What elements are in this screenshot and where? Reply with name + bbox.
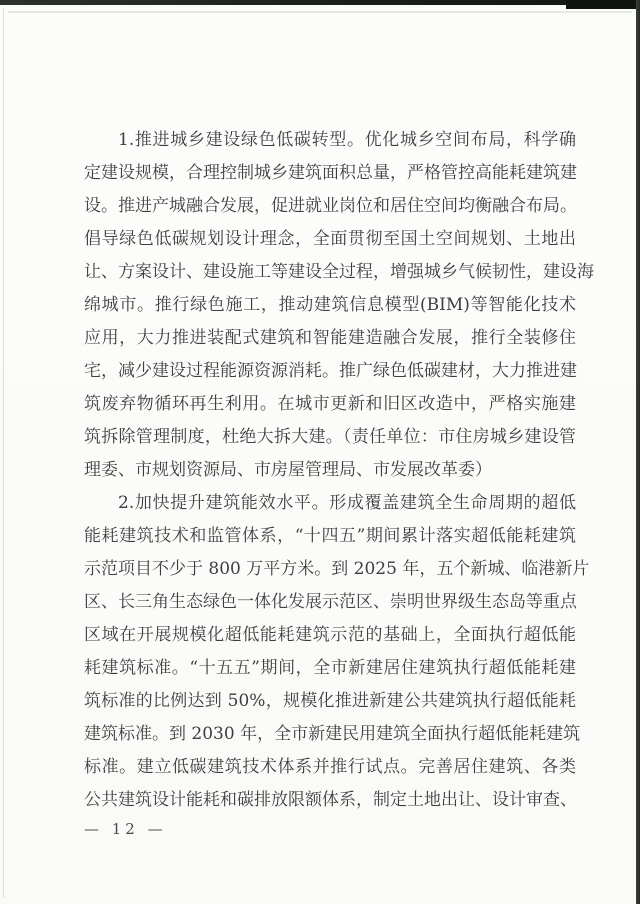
text-line: 示范项目不少于 800 万平方米。到 2025 年，五个新城、临港新片 <box>84 559 590 579</box>
text-line: 耗建筑标准。“十五五”期间，全市新建居住建筑执行超低能耗建 <box>84 658 576 678</box>
scan-top-right-corner-artifact <box>566 0 640 9</box>
document-body <box>84 124 594 817</box>
text-line: 2.加快提升建筑能效水平。形成覆盖建筑全生命周期的超低 <box>118 493 576 513</box>
text-line: 公共建筑设计能耗和碳排放限额体系，制定土地出让、设计审查、 <box>84 790 577 810</box>
text-line: 筑拆除管理制度，杜绝大拆大建。（责任单位：市住房城乡建设管 <box>84 427 576 447</box>
text-line: 标准。建立低碳建筑技术体系并推行试点。完善居住建筑、各类 <box>84 757 576 777</box>
text-line: 宅，减少建设过程能源资源消耗。推广绿色低碳建材，大力推进建 <box>84 361 577 381</box>
page-number: — 12 — <box>84 820 167 838</box>
text-line: 设。推进产城融合发展，促进就业岗位和居住空间均衡融合布局。 <box>84 196 577 216</box>
text-line: 理委、市规划资源局、市房屋管理局、市发展改革委） <box>84 460 492 480</box>
text-line: 区域在开展规模化超低能耗建筑示范的基础上，全面执行超低能 <box>84 625 576 645</box>
text-line: 区、长三角生态绿色一体化发展示范区、崇明世界级生态岛等重点 <box>84 592 577 612</box>
scan-faint-line-artifact <box>8 11 632 13</box>
text-line: 倡导绿色低碳规划设计理念，全面贯彻至国土空间规划、土地出 <box>84 229 576 249</box>
text-line: 绵城市。推行绿色施工，推动建筑信息模型(BIM)等智能化技术 <box>84 295 576 315</box>
text-line: 1.推进城乡建设绿色低碳转型。优化城乡空间布局，科学确 <box>118 130 576 150</box>
text-line: 定建设规模，合理控制城乡建筑面积总量，严格管控高能耗建筑建 <box>84 163 577 183</box>
text-line: 筑废弃物循环再生利用。在城市更新和旧区改造中，严格实施建 <box>84 394 576 414</box>
text-line: 能耗建筑技术和监管体系，“十四五”期间累计落实超低能耗建筑 <box>84 526 576 546</box>
scan-right-edge-artifact <box>636 0 640 904</box>
text-line: 应用，大力推进装配式建筑和智能建造融合发展，推行全装修住 <box>84 328 576 348</box>
scan-top-edge-artifact <box>0 0 640 5</box>
text-line: 筑标准的比例达到 50%，规模化推进新建公共建筑执行超低能耗 <box>84 691 576 711</box>
text-line: 建筑标准。到 2030 年，全市新建民用建筑全面执行超低能耗建筑 <box>84 724 581 744</box>
scan-left-edge-artifact <box>3 8 4 898</box>
text-line: 让、方案设计、建设施工等建设全过程，增强城乡气候韧性，建设海 <box>84 262 594 282</box>
